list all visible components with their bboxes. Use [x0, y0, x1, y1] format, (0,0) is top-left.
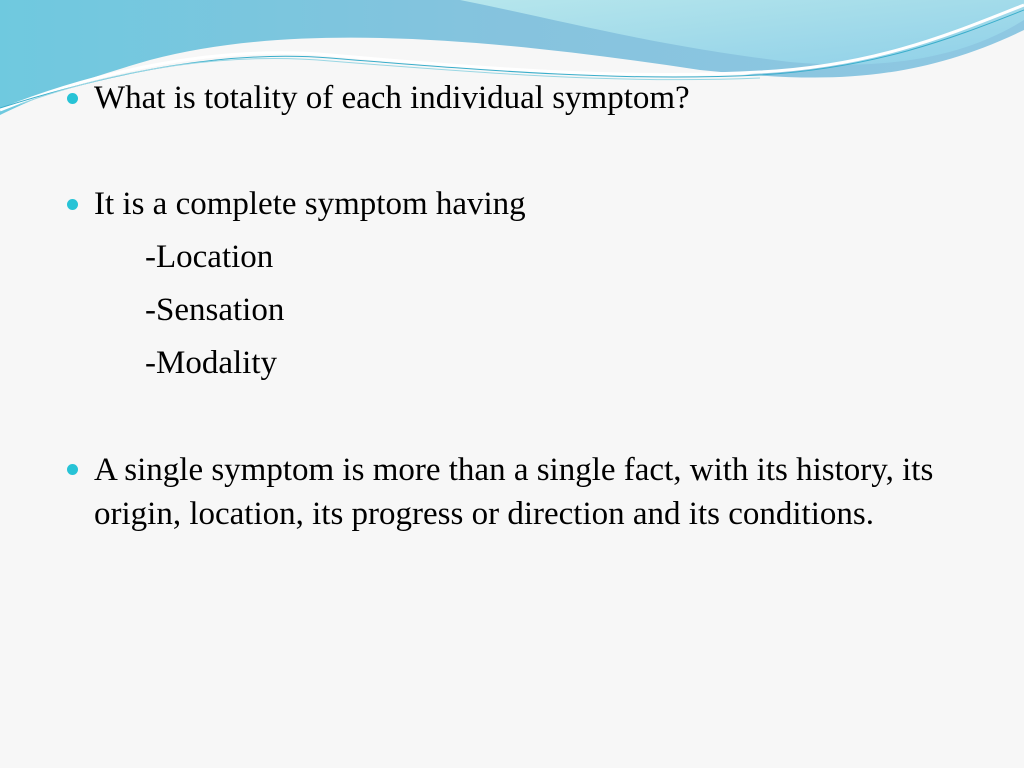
bullet-question: What is totality of each individual symptom?: [94, 80, 690, 116]
bullet-icon: [67, 93, 78, 104]
subitem-modality: -Modality: [145, 345, 277, 381]
bullet-icon: [67, 199, 78, 210]
subitem-sensation: -Sensation: [145, 292, 285, 328]
subitem-location: -Location: [145, 239, 274, 275]
bullet-icon: [67, 464, 78, 475]
bullet-explanation: A single symptom is more than a single fact, with its history, its origin, location, its progress or direction and its conditions.: [94, 452, 934, 532]
bullet-definition: It is a complete symptom having: [94, 186, 526, 222]
